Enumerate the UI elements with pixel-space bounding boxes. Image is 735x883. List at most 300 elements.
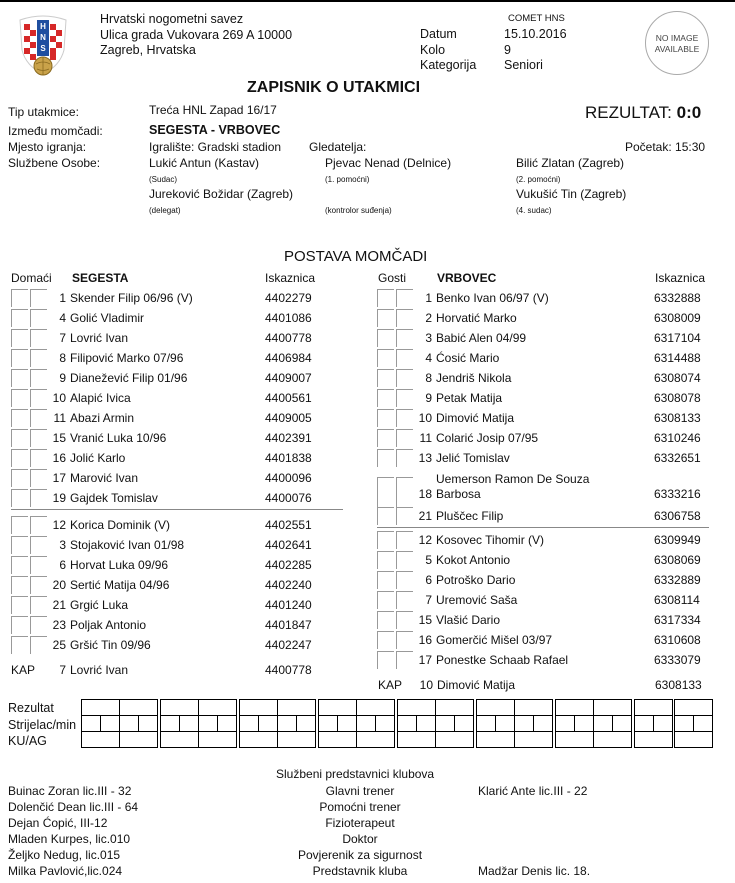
player-name: Colarić Josip 07/95 xyxy=(436,431,539,445)
player-number: 2 xyxy=(425,311,432,325)
checkbox-cell[interactable] xyxy=(396,651,413,669)
checkbox-cell[interactable] xyxy=(377,611,394,629)
grid-cell[interactable] xyxy=(674,699,713,716)
player-id: 4402391 xyxy=(265,431,312,445)
player-name: Filipović Marko 07/96 xyxy=(70,351,184,365)
svg-text:S: S xyxy=(40,44,46,53)
away-rep: Madžar Denis lic. 18. xyxy=(478,864,591,878)
grid-cell[interactable] xyxy=(198,699,237,716)
checkbox-cell[interactable] xyxy=(11,369,28,387)
player-number: 21 xyxy=(418,509,432,523)
grid-cell[interactable] xyxy=(160,699,199,716)
grid-cell[interactable] xyxy=(138,715,158,732)
player-id: 4401086 xyxy=(265,311,312,325)
grid-cell[interactable] xyxy=(593,731,632,748)
player-name: Gomerčić Mišel 03/97 xyxy=(436,633,553,647)
checkbox-cell[interactable] xyxy=(30,616,47,634)
checkbox-cell[interactable] xyxy=(396,349,413,367)
grid-cell[interactable] xyxy=(337,715,357,732)
away-rep xyxy=(478,799,590,815)
checkbox-cell[interactable] xyxy=(377,429,394,447)
player-number: 1 xyxy=(425,291,432,305)
away-team: VRBOVEC xyxy=(437,271,497,285)
player-number: 6 xyxy=(59,558,66,572)
player-name: Jelić Tomislav xyxy=(436,451,510,465)
away-captain-name: Dimović Matija xyxy=(437,678,516,692)
player-number: 16 xyxy=(418,633,432,647)
player-number: 7 xyxy=(59,331,66,345)
grid-cell[interactable] xyxy=(416,715,436,732)
checkbox-cell[interactable] xyxy=(396,507,413,525)
player-number: 9 xyxy=(59,371,66,385)
kategorija-value: Seniori xyxy=(504,58,543,72)
away-captain-num: 10 xyxy=(419,678,433,692)
player-number: 17 xyxy=(52,471,66,485)
grid-cell[interactable] xyxy=(555,715,575,732)
grid-cell[interactable] xyxy=(356,699,395,716)
grid-cell[interactable] xyxy=(533,715,553,732)
official-role: (kontrolor suđenja) xyxy=(325,206,392,215)
player-number: 21 xyxy=(52,598,66,612)
grid-cell[interactable] xyxy=(239,699,278,716)
svg-text:H: H xyxy=(40,22,46,31)
away-rep xyxy=(478,847,590,863)
checkbox-cell[interactable] xyxy=(377,591,394,609)
checkbox-cell[interactable] xyxy=(11,469,28,487)
player-number: 10 xyxy=(52,391,66,405)
checkbox-cell[interactable] xyxy=(30,536,47,554)
home-subs-divider xyxy=(11,509,343,510)
rezultat-label: REZULTAT: xyxy=(585,103,672,122)
player-name: Vranić Luka 10/96 xyxy=(70,431,167,445)
checkbox-cell[interactable] xyxy=(11,409,28,427)
teams-label: Između momčadi: xyxy=(8,124,103,138)
grid-cell[interactable] xyxy=(593,699,632,716)
player-id: 4402641 xyxy=(265,538,312,552)
home-captain-num: 7 xyxy=(59,663,66,677)
grid-cell[interactable] xyxy=(653,715,673,732)
checkbox-cell[interactable] xyxy=(396,611,413,629)
player-id: 4401240 xyxy=(265,598,312,612)
grid-cell[interactable] xyxy=(454,715,474,732)
checkbox-cell[interactable] xyxy=(11,389,28,407)
grid-cell[interactable] xyxy=(318,731,357,748)
away-captain-label: KAP xyxy=(378,678,403,692)
player-number: 12 xyxy=(52,518,66,532)
checkbox-cell[interactable] xyxy=(377,389,394,407)
rep-role: Povjerenik za sigurnost xyxy=(297,848,423,862)
player-number: 9 xyxy=(425,391,432,405)
checkbox-cell[interactable] xyxy=(11,289,28,307)
checkbox-cell[interactable] xyxy=(11,636,28,654)
grid-cell[interactable] xyxy=(555,699,594,716)
grid-cell[interactable] xyxy=(119,731,158,748)
player-id: 6333079 xyxy=(654,653,701,667)
checkbox-cell[interactable] xyxy=(11,489,28,507)
tip-value: Treća HNL Zapad 16/17 xyxy=(149,103,277,117)
grid-cell[interactable] xyxy=(277,699,316,716)
player-name: Kokot Antonio xyxy=(436,553,511,567)
checkbox-cell[interactable] xyxy=(11,449,28,467)
player-name: Lovrić Ivan xyxy=(70,331,129,345)
checkbox-cell[interactable] xyxy=(396,309,413,327)
checkbox-cell[interactable] xyxy=(30,636,47,654)
home-rep: Mladen Kurpes, lic.010 xyxy=(8,832,131,846)
player-name: Dianežević Filip 01/96 xyxy=(70,371,188,385)
player-id: 6308078 xyxy=(654,391,701,405)
player-name: Marović Ivan xyxy=(70,471,139,485)
rep-role: Glavni trener xyxy=(325,784,395,798)
grid-cell[interactable] xyxy=(119,699,158,716)
checkbox-cell[interactable] xyxy=(396,409,413,427)
grid-cell[interactable] xyxy=(514,715,534,732)
grid-cell[interactable] xyxy=(634,699,673,716)
player-number: 17 xyxy=(418,653,432,667)
checkbox-cell[interactable] xyxy=(30,469,47,487)
checkbox-cell[interactable] xyxy=(11,429,28,447)
player-id: 6314488 xyxy=(654,351,701,365)
grid-cell[interactable] xyxy=(674,715,694,732)
page-title: ZAPISNIK O UTAKMICI xyxy=(247,79,421,96)
official-role: (delegat) xyxy=(149,206,181,215)
player-number: 13 xyxy=(418,451,432,465)
checkbox-cell[interactable] xyxy=(30,556,47,574)
checkbox-cell[interactable] xyxy=(30,489,47,507)
player-number: 10 xyxy=(418,411,432,425)
player-id: 4406984 xyxy=(265,351,312,365)
checkbox-cell[interactable] xyxy=(377,449,394,467)
datum-label: Datum xyxy=(420,27,457,41)
home-rep: Željko Nedug, lic.015 xyxy=(8,848,121,862)
player-number: 1 xyxy=(59,291,66,305)
player-number: 19 xyxy=(52,491,66,505)
grid-cell[interactable] xyxy=(356,715,376,732)
player-name: Jolić Karlo xyxy=(70,451,126,465)
grid-cell[interactable] xyxy=(476,731,515,748)
grid-cell[interactable] xyxy=(555,731,594,748)
svg-text:N: N xyxy=(40,33,46,42)
checkbox-cell[interactable] xyxy=(396,329,413,347)
checkbox-cell[interactable] xyxy=(396,571,413,589)
player-number: 18 xyxy=(418,487,432,501)
checkbox-cell[interactable] xyxy=(396,369,413,387)
player-id: 6308069 xyxy=(654,553,701,567)
away-id-header: Iskaznica xyxy=(655,271,706,285)
checkbox-cell[interactable] xyxy=(30,349,47,367)
hns-logo xyxy=(16,12,70,78)
checkbox-cell[interactable] xyxy=(11,329,28,347)
player-name: Kosovec Tihomir (V) xyxy=(436,533,545,547)
checkbox-cell[interactable] xyxy=(30,596,47,614)
player-id: 6308114 xyxy=(654,593,700,607)
checkbox-cell[interactable] xyxy=(30,576,47,594)
player-name: Dimović Matija xyxy=(436,411,515,425)
player-id: 6308074 xyxy=(654,371,701,385)
player-name: Vlašić Dario xyxy=(436,613,501,627)
player-name: Stojaković Ivan 01/98 xyxy=(70,538,185,552)
player-number: 7 xyxy=(425,593,432,607)
grid-label-kuag: KU/AG xyxy=(8,734,47,748)
home-rep: Dolenčić Dean lic.III - 64 xyxy=(8,800,139,814)
grid-cell[interactable] xyxy=(277,715,297,732)
player-id: 6333216 xyxy=(654,487,701,501)
checkbox-cell[interactable] xyxy=(30,409,47,427)
player-id: 4402240 xyxy=(265,578,312,592)
checkbox-cell[interactable] xyxy=(396,631,413,649)
grid-cell[interactable] xyxy=(693,715,713,732)
player-number: 25 xyxy=(52,638,66,652)
checkbox-cell[interactable] xyxy=(396,591,413,609)
player-id: 6309949 xyxy=(654,533,701,547)
grid-cell[interactable] xyxy=(198,715,218,732)
checkbox-cell[interactable] xyxy=(396,551,413,569)
gledatelja-label: Gledatelja: xyxy=(309,140,367,154)
away-side-label: Gosti xyxy=(378,271,407,285)
grid-cell[interactable] xyxy=(435,715,455,732)
grid-cell[interactable] xyxy=(435,731,474,748)
player-id: 4400096 xyxy=(265,471,312,485)
player-name: Alapić Ivica xyxy=(70,391,131,405)
player-name: Benko Ivan 06/97 (V) xyxy=(436,291,549,305)
grid-cell[interactable] xyxy=(100,715,120,732)
grid-cell[interactable] xyxy=(81,699,120,716)
checkbox-cell[interactable] xyxy=(396,289,413,307)
official-role: (4. sudac) xyxy=(516,206,552,215)
checkbox-cell[interactable] xyxy=(377,507,394,525)
player-name: Skender Filip 06/96 (V) xyxy=(70,291,193,305)
player-number: 6 xyxy=(425,573,432,587)
home-rep: Milka Pavlović,lic.024 xyxy=(8,864,123,878)
checkbox-cell[interactable] xyxy=(30,429,47,447)
player-id: 6332889 xyxy=(654,573,701,587)
player-number: 12 xyxy=(418,533,432,547)
grid-cell[interactable] xyxy=(674,731,713,748)
grid-cell[interactable] xyxy=(198,731,237,748)
grid-cell[interactable] xyxy=(160,715,180,732)
player-id: 4400561 xyxy=(265,391,312,405)
grid-cell[interactable] xyxy=(593,715,613,732)
player-id: 6317104 xyxy=(654,331,701,345)
player-number: 23 xyxy=(52,618,66,632)
grid-cell[interactable] xyxy=(239,731,278,748)
checkbox-cell[interactable] xyxy=(377,329,394,347)
away-subs-divider xyxy=(377,527,709,528)
grid-cell[interactable] xyxy=(296,715,316,732)
club-reps-title: Službeni predstavnici klubova xyxy=(276,767,435,781)
checkbox-cell[interactable] xyxy=(11,576,28,594)
player-number: 11 xyxy=(53,411,66,425)
home-captain-id: 4400778 xyxy=(265,663,312,677)
official-name: Bilić Zlatan (Zagreb) xyxy=(516,156,625,170)
player-name: Potroško Dario xyxy=(436,573,516,587)
official-name: Jureković Božidar (Zagreb) xyxy=(149,187,294,201)
player-name: Jendriš Nikola xyxy=(436,371,512,385)
player-number: 8 xyxy=(425,371,432,385)
checkbox-cell[interactable] xyxy=(11,616,28,634)
grid-cell[interactable] xyxy=(514,731,553,748)
grid-label-strijelac: Strijelac/min xyxy=(8,717,77,732)
away-rep xyxy=(478,831,590,847)
player-number: 16 xyxy=(52,451,66,465)
rep-role: Doktor xyxy=(342,832,378,846)
grid-cell[interactable] xyxy=(356,731,395,748)
player-id: 4402279 xyxy=(265,291,312,305)
player-id: 6317334 xyxy=(654,613,701,627)
checkbox-cell[interactable] xyxy=(30,369,47,387)
grid-cell[interactable] xyxy=(495,715,515,732)
checkbox-cell[interactable] xyxy=(377,369,394,387)
rezultat-value: 0:0 xyxy=(676,103,702,122)
checkbox-cell[interactable] xyxy=(11,349,28,367)
grid-cell[interactable] xyxy=(119,715,139,732)
player-id: 4402285 xyxy=(265,558,312,572)
checkbox-cell[interactable] xyxy=(377,289,394,307)
lineup-title: POSTAVA MOMČADI xyxy=(284,248,428,265)
home-captain-name: Lovrić Ivan xyxy=(70,663,129,677)
player-id: 6332651 xyxy=(654,451,701,465)
grid-cell[interactable] xyxy=(239,715,259,732)
player-number: 15 xyxy=(52,431,66,445)
official-name: Vukušić Tin (Zagreb) xyxy=(516,187,627,201)
player-name: Horvat Luka 09/96 xyxy=(70,558,169,572)
player-name: Sertić Matija 04/96 xyxy=(70,578,170,592)
kategorija-label: Kategorija xyxy=(420,58,477,72)
player-id: 6308009 xyxy=(654,311,701,325)
player-name: Uremović Saša xyxy=(436,593,518,607)
teams-value: SEGESTA - VRBOVEC xyxy=(149,123,281,137)
player-name: Pluščec Filip xyxy=(436,509,504,523)
away-rep: Klarić Ante lic.III - 22 xyxy=(478,784,588,798)
checkbox-cell[interactable] xyxy=(30,289,47,307)
player-name: Gajdek Tomislav xyxy=(70,491,158,505)
checkbox-cell[interactable] xyxy=(11,309,28,327)
checkbox-cell[interactable] xyxy=(11,556,28,574)
player-id: 4402247 xyxy=(265,638,312,652)
checkbox-cell[interactable] xyxy=(11,596,28,614)
player-number: 11 xyxy=(419,431,432,445)
away-rep xyxy=(478,815,590,831)
grid-cell[interactable] xyxy=(318,699,357,716)
player-name: Korica Dominik (V) xyxy=(70,518,171,532)
home-side-label: Domaći xyxy=(11,271,52,285)
officials-label: Službene Osobe: xyxy=(8,156,101,170)
checkbox-cell[interactable] xyxy=(396,389,413,407)
player-name: Horvatić Marko xyxy=(436,311,517,325)
player-number: 3 xyxy=(59,538,66,552)
tip-label: Tip utakmice: xyxy=(8,105,79,119)
checkbox-cell[interactable] xyxy=(396,449,413,467)
grid-cell[interactable] xyxy=(634,731,673,748)
player-id: 6332888 xyxy=(654,291,701,305)
grid-cell[interactable] xyxy=(476,715,496,732)
org-address: Ulica grada Vukovara 269 A 10000 xyxy=(100,27,293,42)
grid-cell[interactable] xyxy=(397,699,436,716)
checkbox-cell[interactable] xyxy=(30,329,47,347)
grid-cell[interactable] xyxy=(397,715,417,732)
rep-role: Pomoćni trener xyxy=(319,800,401,814)
checkbox-cell[interactable] xyxy=(30,309,47,327)
player-number: 8 xyxy=(59,351,66,365)
player-id: 4409005 xyxy=(265,411,312,425)
grid-cell[interactable] xyxy=(375,715,395,732)
checkbox-cell[interactable] xyxy=(11,516,28,534)
player-id: 6308133 xyxy=(654,411,701,425)
checkbox-cell[interactable] xyxy=(30,516,47,534)
grid-cell[interactable] xyxy=(514,699,553,716)
player-id: 6306758 xyxy=(654,509,701,523)
checkbox-cell[interactable] xyxy=(377,349,394,367)
player-name: Abazi Armin xyxy=(70,411,135,425)
top-border xyxy=(0,0,735,2)
grid-cell[interactable] xyxy=(179,715,199,732)
official-name: Lukić Antun (Kastav) xyxy=(149,156,260,170)
rezultat xyxy=(585,103,701,123)
datum-value: 15.10.2016 xyxy=(504,27,567,41)
checkbox-cell[interactable] xyxy=(377,309,394,327)
grid-cell[interactable] xyxy=(435,699,474,716)
grid-cell[interactable] xyxy=(318,715,338,732)
player-name: Ćosić Mario xyxy=(436,351,500,365)
checkbox-cell[interactable] xyxy=(377,409,394,427)
grid-cell[interactable] xyxy=(217,715,237,732)
home-captain-label: KAP xyxy=(11,663,36,677)
player-name: Ponestke Schaab Rafael xyxy=(436,653,569,667)
grid-cell[interactable] xyxy=(277,731,316,748)
checkbox-cell[interactable] xyxy=(377,531,394,549)
mjesto-label: Mjesto igranja: xyxy=(8,140,87,154)
grid-cell[interactable] xyxy=(81,731,120,748)
player-id: 4400778 xyxy=(265,331,312,345)
player-name: Gršić Tin 09/96 xyxy=(70,638,151,652)
grid-cell[interactable] xyxy=(574,715,594,732)
org-name: Hrvatski nogometni savez xyxy=(100,12,244,26)
checkbox-cell[interactable] xyxy=(396,531,413,549)
grid-cell[interactable] xyxy=(81,715,101,732)
grid-cell[interactable] xyxy=(612,715,632,732)
home-team: SEGESTA xyxy=(72,271,129,285)
grid-cell[interactable] xyxy=(476,699,515,716)
grid-cell[interactable] xyxy=(258,715,278,732)
official-name: Pjevac Nenad (Delnice) xyxy=(325,156,452,170)
checkbox-cell[interactable] xyxy=(377,571,394,589)
grid-cell[interactable] xyxy=(634,715,654,732)
checkbox-cell[interactable] xyxy=(11,536,28,554)
checkbox-cell[interactable] xyxy=(396,429,413,447)
grid-cell[interactable] xyxy=(397,731,436,748)
player-number: 3 xyxy=(425,331,432,345)
checkbox-cell[interactable] xyxy=(377,631,394,649)
kolo-value: 9 xyxy=(504,42,511,57)
player-name: Babić Alen 04/99 xyxy=(436,331,527,345)
home-id-header: Iskaznica xyxy=(265,271,316,285)
player-id: 4400076 xyxy=(265,491,312,505)
home-rep: Buinac Zoran lic.III - 32 xyxy=(8,784,132,798)
player-id: 4401847 xyxy=(265,618,312,632)
rep-role: Fizioterapeut xyxy=(325,816,395,830)
checkbox-cell[interactable] xyxy=(30,389,47,407)
player-name: Poljak Antonio xyxy=(70,618,147,632)
rep-role: Predstavnik kluba xyxy=(312,864,408,878)
no-image-placeholder: NO IMAGE AVAILABLE xyxy=(645,11,709,75)
checkbox-cell[interactable] xyxy=(377,551,394,569)
official-role: (2. pomoćni) xyxy=(516,175,561,184)
checkbox-cell[interactable] xyxy=(30,449,47,467)
grid-cell[interactable] xyxy=(160,731,199,748)
official-role: (1. pomoćni) xyxy=(325,175,370,184)
checkbox-cell[interactable] xyxy=(377,651,394,669)
pocetak: Početak: 15:30 xyxy=(625,140,706,154)
player-number: 5 xyxy=(425,553,432,567)
